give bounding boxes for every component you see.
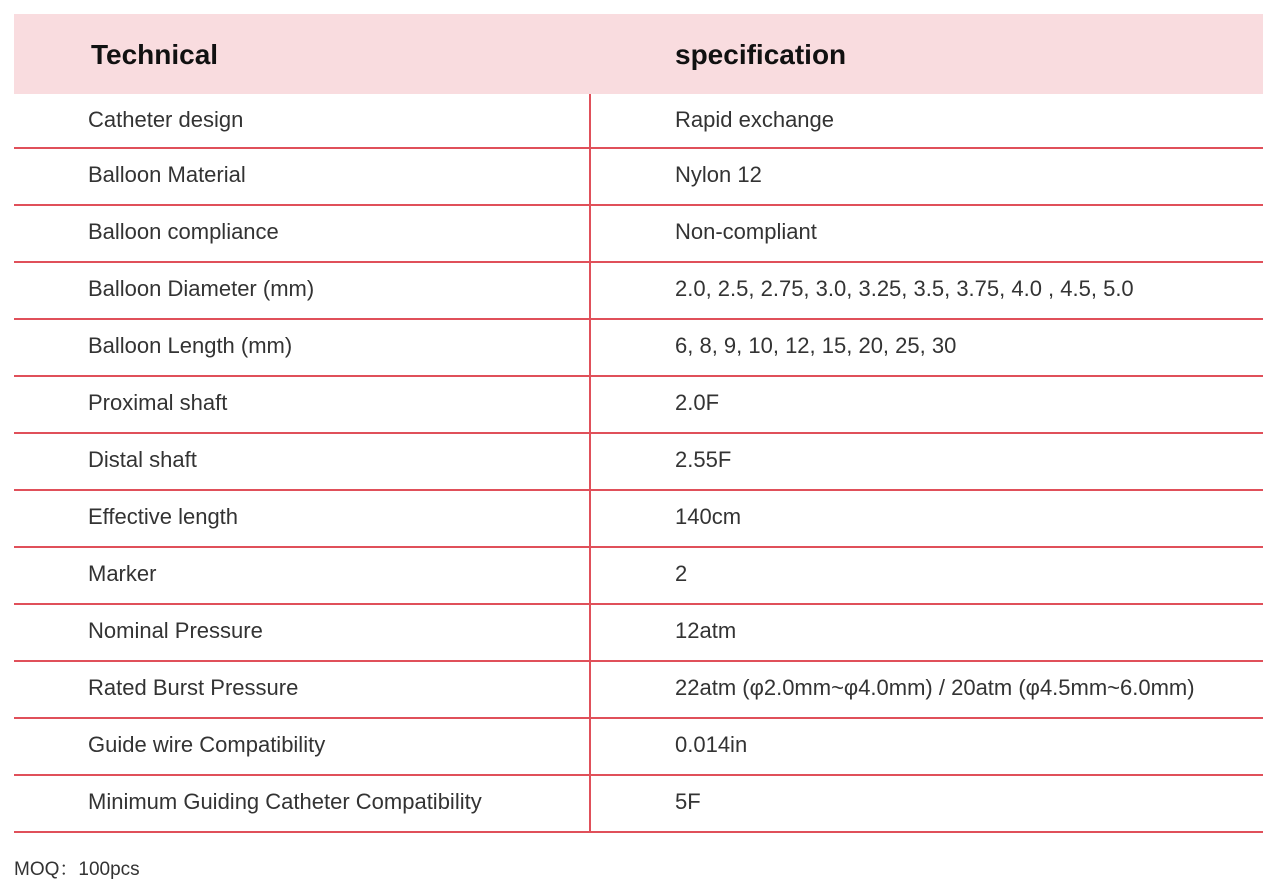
table-row bbox=[14, 776, 1263, 833]
row-value: 22atm (φ2.0mm~φ4.0mm) / 20atm (φ4.5mm~6.0mm) bbox=[675, 675, 1195, 700]
table-row bbox=[14, 94, 1263, 149]
row-label: Catheter design bbox=[88, 107, 244, 132]
row-value: Rapid exchange bbox=[675, 107, 835, 132]
row-value: Nylon 12 bbox=[675, 162, 762, 187]
table-row bbox=[14, 377, 1263, 434]
row-value: 0.014in bbox=[675, 732, 748, 757]
header-specification: specification bbox=[675, 39, 847, 70]
table-row bbox=[14, 320, 1263, 377]
table-row bbox=[14, 662, 1263, 719]
table-row bbox=[14, 263, 1263, 320]
row-value: 2.0, 2.5, 2.75, 3.0, 3.25, 3.5, 3.75, 4.0 , 4.5, 5.0 bbox=[675, 276, 1134, 301]
table-row bbox=[14, 719, 1263, 776]
table-row bbox=[14, 149, 1263, 206]
row-label: Rated Burst Pressure bbox=[88, 675, 299, 700]
header-technical: Technical bbox=[91, 39, 219, 70]
row-label: Balloon Diameter (mm) bbox=[88, 276, 315, 301]
row-value: 2 bbox=[675, 561, 688, 586]
table-row bbox=[14, 491, 1263, 548]
row-value: 6, 8, 9, 10, 12, 15, 20, 25, 30 bbox=[675, 333, 957, 358]
row-label: Effective length bbox=[88, 504, 239, 529]
table-body bbox=[14, 94, 1263, 833]
table-row bbox=[14, 206, 1263, 263]
table-row bbox=[14, 548, 1263, 605]
row-label: Marker bbox=[88, 561, 157, 586]
row-label: Proximal shaft bbox=[88, 390, 228, 415]
row-label: Balloon compliance bbox=[88, 219, 279, 244]
moq-note: MOQ：100pcs bbox=[14, 859, 140, 880]
row-value: 140cm bbox=[675, 504, 742, 529]
row-label: Balloon Material bbox=[88, 162, 246, 187]
row-value: 2.0F bbox=[675, 390, 720, 415]
row-value: 12atm bbox=[675, 618, 737, 643]
row-label: Guide wire Compatibility bbox=[88, 732, 326, 757]
row-label: Balloon Length (mm) bbox=[88, 333, 293, 358]
spec-table bbox=[14, 14, 1263, 833]
row-value: 5F bbox=[675, 789, 701, 814]
table-row bbox=[14, 605, 1263, 662]
row-label: Distal shaft bbox=[88, 447, 197, 472]
row-value: Non-compliant bbox=[675, 219, 817, 244]
table-header bbox=[14, 14, 1263, 94]
row-value: 2.55F bbox=[675, 447, 732, 472]
table-row bbox=[14, 434, 1263, 491]
row-label: Nominal Pressure bbox=[88, 618, 263, 643]
row-label: Minimum Guiding Catheter Compatibility bbox=[88, 789, 482, 814]
